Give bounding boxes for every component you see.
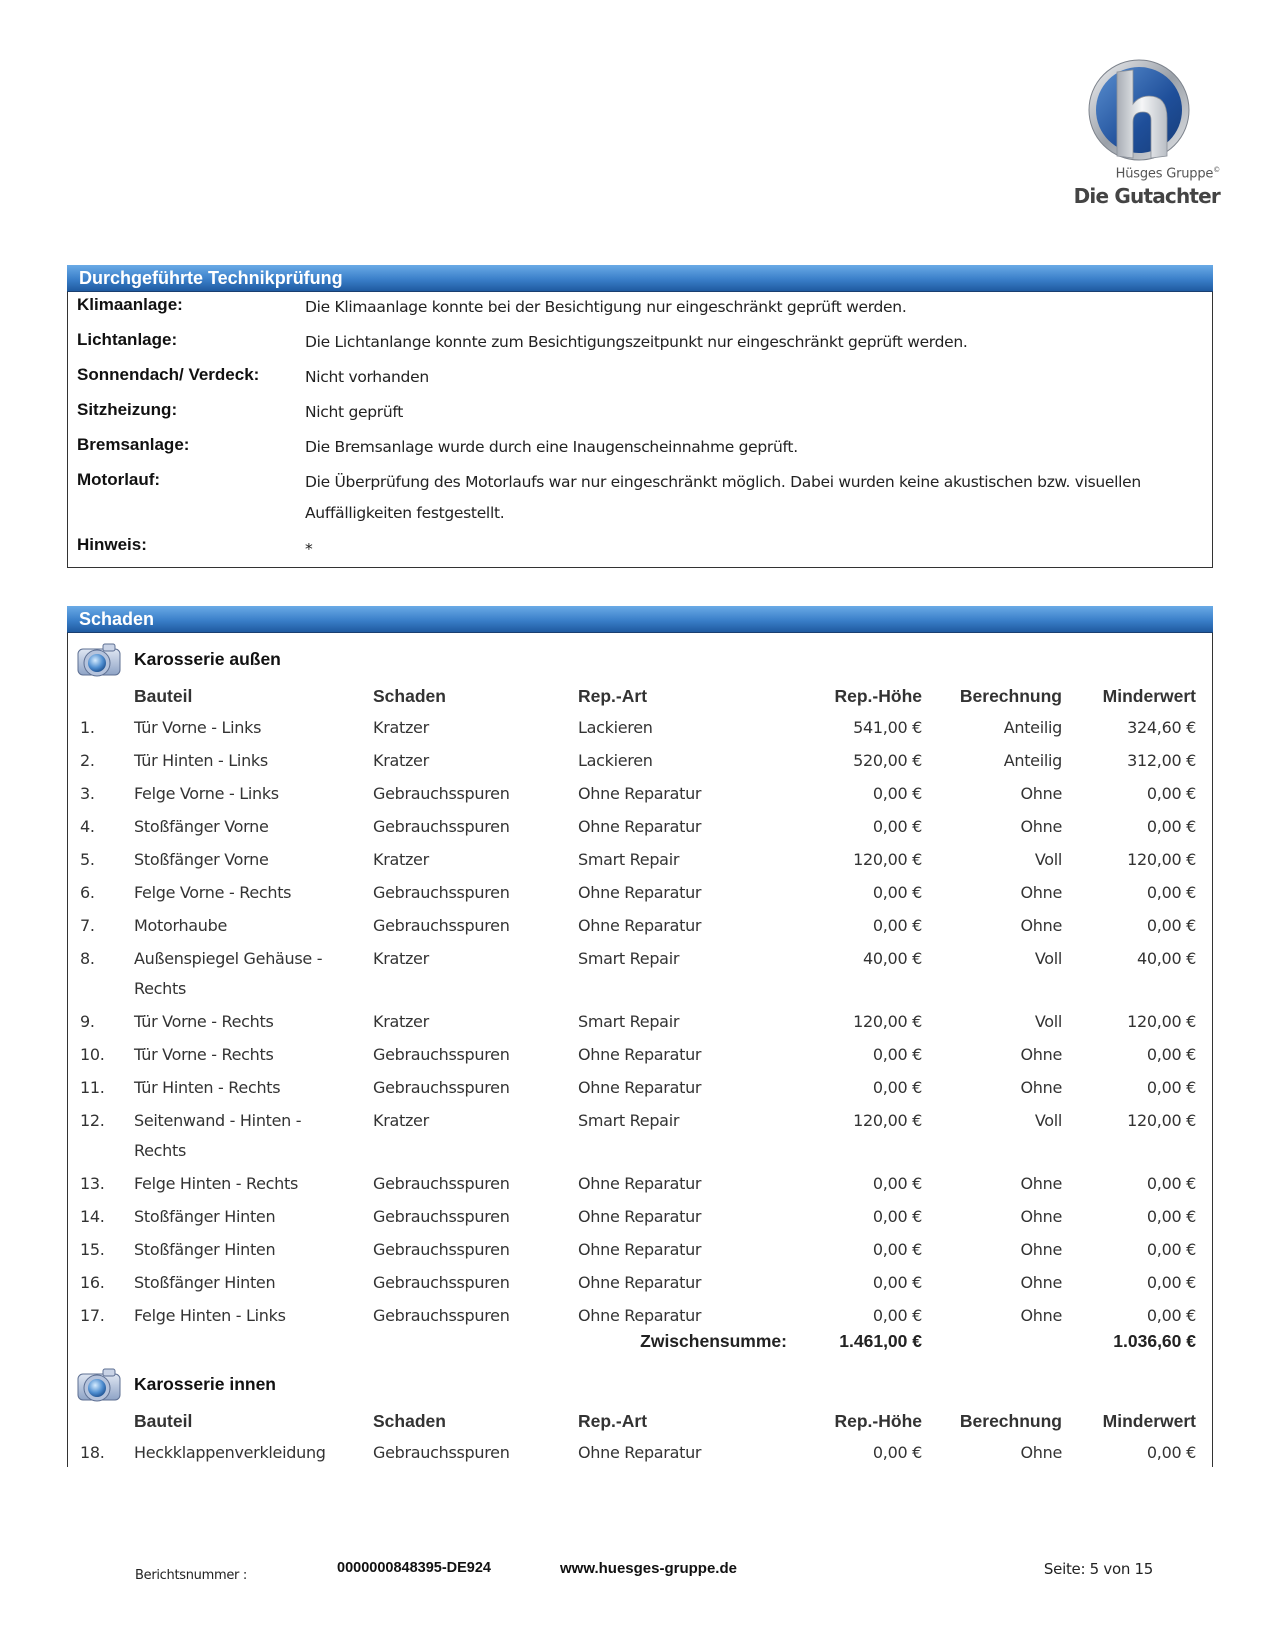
cell-bauteil: Stoßfänger Hinten	[134, 1240, 276, 1259]
cell-rep-art: Smart Repair	[578, 949, 680, 968]
cell-bauteil: Felge Vorne - Rechts	[134, 883, 292, 902]
cell-schaden: Gebrauchsspuren	[373, 784, 510, 803]
cell-bauteil: Stoßfänger Vorne	[134, 850, 269, 869]
technik-value: Die Lichtanlange konnte zum Besichtigungszeitpunkt nur eingeschränkt geprüft werden.	[305, 333, 968, 351]
cell-berechnung: Ohne	[1020, 784, 1062, 803]
technik-label: Bremsanlage:	[77, 435, 190, 454]
table-header	[68, 682, 1212, 714]
table-row	[68, 1106, 1212, 1168]
column-header-minderwert: Minderwert	[1102, 1411, 1196, 1431]
table-row	[68, 1040, 1212, 1072]
table-row	[68, 812, 1212, 844]
table-row	[68, 1268, 1212, 1300]
cell-minderwert: 0,00 €	[1146, 1078, 1196, 1097]
cell-berechnung: Ohne	[1020, 1306, 1062, 1325]
column-header-berechnung: Berechnung	[959, 686, 1062, 706]
cell-rep-hoehe: 0,00 €	[872, 1174, 922, 1193]
cell-minderwert: 0,00 €	[1146, 1045, 1196, 1064]
cell-rep-art: Smart Repair	[578, 1111, 680, 1130]
table-row	[68, 1169, 1212, 1201]
cell-rep-hoehe: 0,00 €	[872, 1240, 922, 1259]
cell-rep-art: Ohne Reparatur	[578, 883, 702, 902]
logo-title: Die Gutachter	[1073, 184, 1220, 208]
cell-nr: 4.	[80, 817, 95, 836]
company-logo	[1060, 58, 1220, 218]
cell-schaden: Kratzer	[373, 718, 429, 737]
cell-rep-art: Lackieren	[578, 718, 653, 737]
technik-label: Sitzheizung:	[77, 400, 178, 419]
cell-rep-hoehe: 0,00 €	[872, 1443, 922, 1462]
damage-group-title	[68, 1364, 1212, 1404]
cell-berechnung: Ohne	[1020, 883, 1062, 902]
cell-bauteil: Tür Hinten - Rechts	[134, 1078, 281, 1097]
cell-bauteil: Außenspiegel Gehäuse - Rechts	[134, 949, 323, 998]
cell-bauteil: Stoßfänger Vorne	[134, 817, 269, 836]
cell-minderwert: 120,00 €	[1127, 1012, 1196, 1031]
cell-rep-art: Ohne Reparatur	[578, 1078, 702, 1097]
schaden-box	[67, 633, 1213, 1467]
table-row	[68, 944, 1212, 1006]
technik-value: Die Klimaanlage konnte bei der Besichtigung nur eingeschränkt geprüft werden.	[305, 298, 907, 316]
cell-berechnung: Voll	[1034, 850, 1062, 869]
subtotal-label: Zwischensumme:	[640, 1331, 787, 1351]
column-header-schaden: Schaden	[373, 686, 446, 706]
cell-nr: 1.	[80, 718, 95, 737]
cell-rep-art: Smart Repair	[578, 1012, 680, 1031]
cell-rep-art: Ohne Reparatur	[578, 1174, 702, 1193]
cell-schaden: Gebrauchsspuren	[373, 817, 510, 836]
cell-nr: 18.	[80, 1443, 105, 1462]
cell-nr: 16.	[80, 1273, 105, 1292]
cell-minderwert: 0,00 €	[1146, 784, 1196, 803]
cell-bauteil: Tür Vorne - Rechts	[134, 1045, 274, 1064]
table-row	[68, 911, 1212, 943]
technik-box	[67, 292, 1213, 568]
cell-schaden: Kratzer	[373, 949, 429, 968]
technik-label: Hinweis:	[77, 535, 147, 554]
cell-schaden: Gebrauchsspuren	[373, 1045, 510, 1064]
cell-bauteil: Tür Vorne - Links	[134, 718, 262, 737]
cell-berechnung: Ohne	[1020, 916, 1062, 935]
logo-subtitle: Hüsges Gruppe©	[1115, 166, 1220, 182]
cell-berechnung: Anteilig	[1003, 718, 1062, 737]
table-header	[68, 1407, 1212, 1439]
column-header-bauteil: Bauteil	[134, 1411, 193, 1431]
report-number-label: Berichtsnummer :	[135, 1568, 247, 1583]
cell-schaden: Gebrauchsspuren	[373, 916, 510, 935]
report-number: 0000000848395-DE924	[337, 1560, 491, 1576]
table-row	[68, 1438, 1212, 1470]
cell-rep-art: Ohne Reparatur	[578, 817, 702, 836]
cell-berechnung: Ohne	[1020, 1240, 1062, 1259]
technik-value: Nicht vorhanden	[305, 368, 429, 386]
technik-label: Klimaanlage:	[77, 295, 183, 314]
cell-nr: 5.	[80, 850, 95, 869]
section-header-technik	[67, 265, 1213, 292]
cell-rep-art: Ohne Reparatur	[578, 1306, 702, 1325]
cell-rep-hoehe: 0,00 €	[872, 1306, 922, 1325]
group-name: Karosserie außen	[134, 649, 281, 669]
cell-minderwert: 0,00 €	[1146, 817, 1196, 836]
cell-minderwert: 0,00 €	[1146, 1240, 1196, 1259]
cell-rep-hoehe: 0,00 €	[872, 784, 922, 803]
cell-berechnung: Voll	[1034, 1111, 1062, 1130]
cell-rep-hoehe: 120,00 €	[853, 1111, 922, 1130]
column-header-bauteil: Bauteil	[134, 686, 193, 706]
subtotal-row	[68, 1328, 1212, 1360]
cell-nr: 10.	[80, 1045, 105, 1064]
cell-minderwert: 0,00 €	[1146, 916, 1196, 935]
cell-rep-art: Lackieren	[578, 751, 653, 770]
cell-rep-hoehe: 0,00 €	[872, 1207, 922, 1226]
cell-nr: 17.	[80, 1306, 105, 1325]
cell-bauteil: Tür Vorne - Rechts	[134, 1012, 274, 1031]
cell-minderwert: 312,00 €	[1127, 751, 1196, 770]
cell-rep-art: Ohne Reparatur	[578, 784, 702, 803]
table-row	[68, 878, 1212, 910]
cell-nr: 8.	[80, 949, 95, 968]
cell-schaden: Kratzer	[373, 1111, 429, 1130]
cell-bauteil: Tür Hinten - Links	[134, 751, 268, 770]
table-row	[68, 713, 1212, 745]
cell-schaden: Gebrauchsspuren	[373, 1273, 510, 1292]
table-row	[68, 779, 1212, 811]
table-row	[68, 1202, 1212, 1234]
cell-rep-hoehe: 0,00 €	[872, 817, 922, 836]
cell-rep-hoehe: 541,00 €	[853, 718, 922, 737]
column-header-minderwert: Minderwert	[1102, 686, 1196, 706]
cell-rep-art: Ohne Reparatur	[578, 1045, 702, 1064]
technik-label: Sonnendach/ Verdeck:	[77, 365, 260, 384]
cell-rep-hoehe: 40,00 €	[863, 949, 922, 968]
page-number: Seite: 5 von 15	[1043, 1560, 1153, 1578]
cell-rep-art: Ohne Reparatur	[578, 1273, 702, 1292]
column-header-rep-art: Rep.-Art	[578, 686, 648, 706]
cell-rep-art: Ohne Reparatur	[578, 1443, 702, 1462]
cell-schaden: Gebrauchsspuren	[373, 883, 510, 902]
cell-rep-hoehe: 520,00 €	[853, 751, 922, 770]
cell-schaden: Gebrauchsspuren	[373, 1443, 510, 1462]
cell-minderwert: 0,00 €	[1146, 1207, 1196, 1226]
cell-schaden: Gebrauchsspuren	[373, 1306, 510, 1325]
column-header-rep-art: Rep.-Art	[578, 1411, 648, 1431]
cell-nr: 2.	[80, 751, 95, 770]
technik-label: Lichtanlage:	[77, 330, 178, 349]
cell-nr: 13.	[80, 1174, 105, 1193]
group-name: Karosserie innen	[134, 1374, 276, 1394]
cell-schaden: Kratzer	[373, 1012, 429, 1031]
cell-berechnung: Ohne	[1020, 1174, 1062, 1193]
page-footer	[0, 1560, 1275, 1590]
cell-berechnung: Voll	[1034, 1012, 1062, 1031]
cell-nr: 7.	[80, 916, 95, 935]
cell-rep-art: Ohne Reparatur	[578, 916, 702, 935]
cell-bauteil: Motorhaube	[134, 916, 228, 935]
cell-rep-hoehe: 0,00 €	[872, 1045, 922, 1064]
cell-berechnung: Ohne	[1020, 1045, 1062, 1064]
cell-nr: 3.	[80, 784, 95, 803]
cell-minderwert: 0,00 €	[1146, 1273, 1196, 1292]
cell-minderwert: 324,60 €	[1127, 718, 1196, 737]
camera-icon[interactable]	[75, 639, 123, 679]
cell-schaden: Gebrauchsspuren	[373, 1174, 510, 1193]
cell-minderwert: 0,00 €	[1146, 1443, 1196, 1462]
cell-bauteil: Felge Hinten - Rechts	[134, 1174, 299, 1193]
cell-berechnung: Voll	[1034, 949, 1062, 968]
section-header-schaden	[67, 606, 1213, 633]
technik-label: Motorlauf:	[77, 470, 161, 489]
cell-berechnung: Ohne	[1020, 1273, 1062, 1292]
column-header-schaden: Schaden	[373, 1411, 446, 1431]
cell-minderwert: 120,00 €	[1127, 1111, 1196, 1130]
huesges-logo-icon	[1087, 58, 1191, 162]
section-title: Schaden	[79, 609, 155, 629]
cell-minderwert: 0,00 €	[1146, 1174, 1196, 1193]
cell-nr: 12.	[80, 1111, 105, 1130]
cell-nr: 15.	[80, 1240, 105, 1259]
cell-schaden: Gebrauchsspuren	[373, 1240, 510, 1259]
technik-value: *	[305, 540, 313, 558]
cell-minderwert: 0,00 €	[1146, 1306, 1196, 1325]
subtotal-rep-hoehe: 1.461,00 €	[839, 1331, 922, 1351]
cell-rep-hoehe: 0,00 €	[872, 1078, 922, 1097]
cell-nr: 6.	[80, 883, 95, 902]
damage-group-title	[68, 639, 1212, 679]
cell-bauteil: Stoßfänger Hinten	[134, 1273, 276, 1292]
column-header-rep-hoehe: Rep.-Höhe	[834, 686, 922, 706]
cell-bauteil: Felge Hinten - Links	[134, 1306, 286, 1325]
table-row	[68, 1073, 1212, 1105]
technik-value: Die Überprüfung des Motorlaufs war nur eingeschränkt möglich. Dabei wurden keine akustischen bzw. visuellen Auffälligkeiten festgestellt.	[305, 473, 1141, 522]
camera-icon[interactable]	[75, 1364, 123, 1404]
cell-minderwert: 120,00 €	[1127, 850, 1196, 869]
technik-value: Nicht geprüft	[305, 403, 404, 421]
cell-rep-hoehe: 120,00 €	[853, 850, 922, 869]
cell-nr: 14.	[80, 1207, 105, 1226]
subtotal-minderwert: 1.036,60 €	[1113, 1331, 1196, 1351]
table-row	[68, 746, 1212, 778]
cell-rep-hoehe: 120,00 €	[853, 1012, 922, 1031]
cell-minderwert: 0,00 €	[1146, 883, 1196, 902]
cell-rep-hoehe: 0,00 €	[872, 916, 922, 935]
cell-schaden: Gebrauchsspuren	[373, 1207, 510, 1226]
cell-rep-hoehe: 0,00 €	[872, 883, 922, 902]
column-header-berechnung: Berechnung	[959, 1411, 1062, 1431]
cell-bauteil: Stoßfänger Hinten	[134, 1207, 276, 1226]
cell-nr: 9.	[80, 1012, 95, 1031]
table-row	[68, 1235, 1212, 1267]
cell-rep-art: Smart Repair	[578, 850, 680, 869]
cell-minderwert: 40,00 €	[1137, 949, 1196, 968]
cell-bauteil: Felge Vorne - Links	[134, 784, 279, 803]
cell-berechnung: Anteilig	[1003, 751, 1062, 770]
cell-schaden: Kratzer	[373, 751, 429, 770]
cell-schaden: Kratzer	[373, 850, 429, 869]
cell-rep-hoehe: 0,00 €	[872, 1273, 922, 1292]
technik-value: Die Bremsanlage wurde durch eine Inaugenscheinnahme geprüft.	[305, 438, 798, 456]
table-row	[68, 1007, 1212, 1039]
cell-bauteil: Seitenwand - Hinten - Rechts	[134, 1111, 302, 1160]
cell-berechnung: Ohne	[1020, 1443, 1062, 1462]
cell-nr: 11.	[80, 1078, 105, 1097]
cell-berechnung: Ohne	[1020, 1078, 1062, 1097]
website-link[interactable]: www.huesges-gruppe.de	[560, 1560, 737, 1577]
section-title: Durchgeführte Technikprüfung	[79, 268, 343, 288]
cell-rep-art: Ohne Reparatur	[578, 1207, 702, 1226]
cell-berechnung: Ohne	[1020, 817, 1062, 836]
table-row	[68, 845, 1212, 877]
column-header-rep-hoehe: Rep.-Höhe	[834, 1411, 922, 1431]
cell-berechnung: Ohne	[1020, 1207, 1062, 1226]
cell-schaden: Gebrauchsspuren	[373, 1078, 510, 1097]
cell-rep-art: Ohne Reparatur	[578, 1240, 702, 1259]
cell-bauteil: Heckklappenverkleidung	[134, 1443, 326, 1462]
